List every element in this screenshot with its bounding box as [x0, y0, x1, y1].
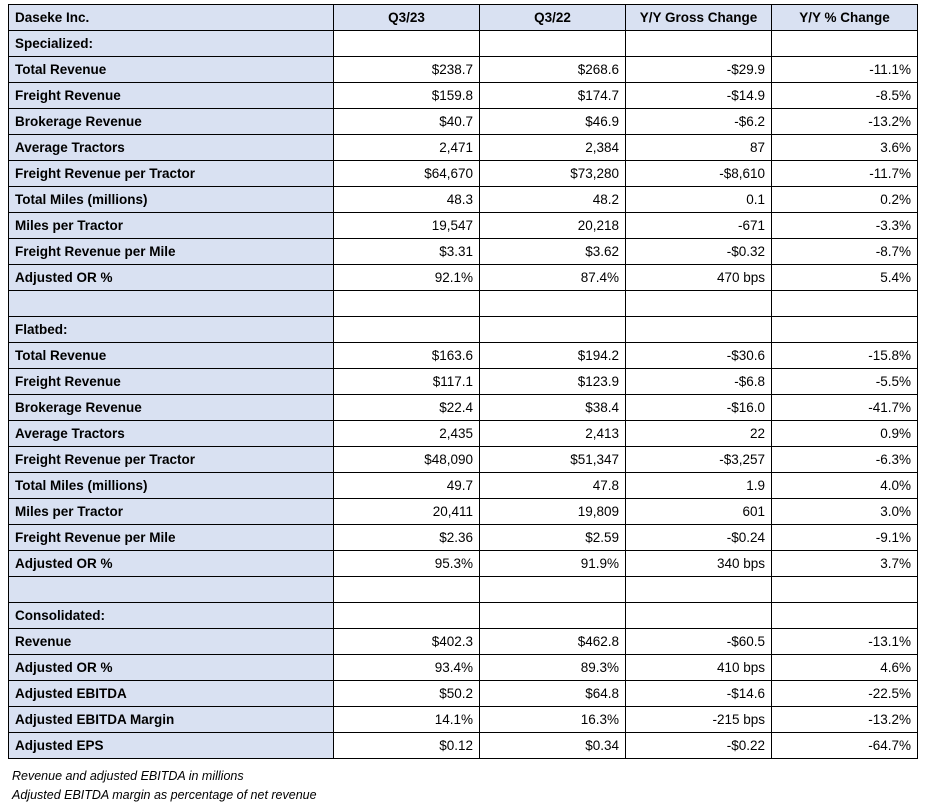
row-value-4: 3.0% — [772, 499, 918, 525]
row-value-3 — [626, 31, 772, 57]
row-value-3: 1.9 — [626, 473, 772, 499]
column-header-company: Daseke Inc. — [9, 5, 334, 31]
row-label: Freight Revenue per Tractor — [9, 161, 334, 187]
row-value-4 — [772, 291, 918, 317]
row-value-3: -$8,610 — [626, 161, 772, 187]
table-row — [9, 187, 918, 213]
row-value-1: $48,090 — [334, 447, 480, 473]
row-value-2: 20,218 — [480, 213, 626, 239]
row-value-4: 0.2% — [772, 187, 918, 213]
row-value-3: -215 bps — [626, 707, 772, 733]
row-value-1: 92.1% — [334, 265, 480, 291]
row-value-1 — [334, 603, 480, 629]
row-value-4 — [772, 603, 918, 629]
row-value-3: 22 — [626, 421, 772, 447]
row-value-4: -3.3% — [772, 213, 918, 239]
row-label: Adjusted EBITDA Margin — [9, 707, 334, 733]
row-value-1: 95.3% — [334, 551, 480, 577]
row-value-1 — [334, 317, 480, 343]
row-value-1: $159.8 — [334, 83, 480, 109]
row-value-4: 4.6% — [772, 655, 918, 681]
table-section-row — [9, 317, 918, 343]
row-value-3: 410 bps — [626, 655, 772, 681]
row-value-4: -8.7% — [772, 239, 918, 265]
row-value-1: $50.2 — [334, 681, 480, 707]
row-value-2: $0.34 — [480, 733, 626, 759]
column-header-q3-23: Q3/23 — [334, 5, 480, 31]
row-label: Freight Revenue per Mile — [9, 525, 334, 551]
row-value-4: -6.3% — [772, 447, 918, 473]
row-label: Brokerage Revenue — [9, 109, 334, 135]
row-value-4: -9.1% — [772, 525, 918, 551]
row-value-3: -$6.8 — [626, 369, 772, 395]
row-value-3: -$30.6 — [626, 343, 772, 369]
row-label: Total Revenue — [9, 343, 334, 369]
table-row — [9, 369, 918, 395]
row-value-3: -$16.0 — [626, 395, 772, 421]
row-value-1: 14.1% — [334, 707, 480, 733]
row-value-1: 19,547 — [334, 213, 480, 239]
row-value-2: $38.4 — [480, 395, 626, 421]
row-value-2: $123.9 — [480, 369, 626, 395]
table-row — [9, 161, 918, 187]
row-value-2: 89.3% — [480, 655, 626, 681]
table-row — [9, 629, 918, 655]
row-value-2: 91.9% — [480, 551, 626, 577]
row-label: Adjusted OR % — [9, 265, 334, 291]
row-value-4 — [772, 31, 918, 57]
row-value-3: -$6.2 — [626, 109, 772, 135]
table-row — [9, 57, 918, 83]
table-spacer-row — [9, 577, 918, 603]
row-value-3: 470 bps — [626, 265, 772, 291]
table-row — [9, 265, 918, 291]
row-value-3 — [626, 291, 772, 317]
row-value-4: 0.9% — [772, 421, 918, 447]
row-value-2 — [480, 31, 626, 57]
row-value-2: $194.2 — [480, 343, 626, 369]
row-label: Freight Revenue per Mile — [9, 239, 334, 265]
row-value-1: 93.4% — [334, 655, 480, 681]
table-row — [9, 499, 918, 525]
row-value-4: -13.1% — [772, 629, 918, 655]
row-value-3: -$3,257 — [626, 447, 772, 473]
row-value-4: -15.8% — [772, 343, 918, 369]
row-value-2: 2,384 — [480, 135, 626, 161]
row-value-1: 2,471 — [334, 135, 480, 161]
row-value-2 — [480, 291, 626, 317]
row-value-2 — [480, 603, 626, 629]
row-value-4: -11.7% — [772, 161, 918, 187]
row-value-1: $0.12 — [334, 733, 480, 759]
row-value-3: 87 — [626, 135, 772, 161]
row-value-1: 49.7 — [334, 473, 480, 499]
column-header-yy-pct-change: Y/Y % Change — [772, 5, 918, 31]
row-label: Miles per Tractor — [9, 213, 334, 239]
table-row — [9, 473, 918, 499]
row-label: Freight Revenue — [9, 83, 334, 109]
row-label: Specialized: — [9, 31, 334, 57]
row-value-3: -$14.9 — [626, 83, 772, 109]
row-label: Consolidated: — [9, 603, 334, 629]
column-header-yy-gross-change: Y/Y Gross Change — [626, 5, 772, 31]
row-value-4: -11.1% — [772, 57, 918, 83]
row-label-empty — [9, 291, 334, 317]
row-value-4: -5.5% — [772, 369, 918, 395]
row-value-1: $238.7 — [334, 57, 480, 83]
row-label: Total Miles (millions) — [9, 473, 334, 499]
row-value-1: $64,670 — [334, 161, 480, 187]
table-section-row — [9, 31, 918, 57]
row-value-1: $2.36 — [334, 525, 480, 551]
row-value-2: $268.6 — [480, 57, 626, 83]
row-value-1: $117.1 — [334, 369, 480, 395]
row-value-3 — [626, 577, 772, 603]
row-value-3: 340 bps — [626, 551, 772, 577]
row-value-1 — [334, 577, 480, 603]
table-row — [9, 109, 918, 135]
row-label: Freight Revenue per Tractor — [9, 447, 334, 473]
table-spacer-row — [9, 291, 918, 317]
row-value-2: $174.7 — [480, 83, 626, 109]
table-row — [9, 447, 918, 473]
footnotes — [12, 767, 917, 806]
row-value-3: -$0.32 — [626, 239, 772, 265]
row-value-3: -$0.22 — [626, 733, 772, 759]
row-value-4: -64.7% — [772, 733, 918, 759]
table-row — [9, 551, 918, 577]
row-value-2: $462.8 — [480, 629, 626, 655]
row-value-3: -$14.6 — [626, 681, 772, 707]
row-value-3: 0.1 — [626, 187, 772, 213]
row-value-1: $3.31 — [334, 239, 480, 265]
row-label: Miles per Tractor — [9, 499, 334, 525]
table-row — [9, 135, 918, 161]
row-value-4: 3.7% — [772, 551, 918, 577]
row-value-2 — [480, 317, 626, 343]
footnote-revenue-units: Revenue and adjusted EBITDA in millions — [12, 769, 244, 783]
row-label: Freight Revenue — [9, 369, 334, 395]
table-row — [9, 421, 918, 447]
row-value-3: -671 — [626, 213, 772, 239]
row-value-2: 19,809 — [480, 499, 626, 525]
row-label: Total Miles (millions) — [9, 187, 334, 213]
row-label: Brokerage Revenue — [9, 395, 334, 421]
row-value-2: $64.8 — [480, 681, 626, 707]
row-value-3: -$29.9 — [626, 57, 772, 83]
row-value-2: $73,280 — [480, 161, 626, 187]
row-label: Flatbed: — [9, 317, 334, 343]
row-value-4 — [772, 317, 918, 343]
table-row — [9, 655, 918, 681]
table-row — [9, 525, 918, 551]
row-label: Adjusted OR % — [9, 655, 334, 681]
row-value-4: 5.4% — [772, 265, 918, 291]
row-value-3 — [626, 317, 772, 343]
row-value-2: 2,413 — [480, 421, 626, 447]
table-row — [9, 681, 918, 707]
financial-results-table — [8, 4, 918, 759]
row-value-2: 47.8 — [480, 473, 626, 499]
row-label: Average Tractors — [9, 421, 334, 447]
table-header-row — [9, 5, 918, 31]
row-value-2: 16.3% — [480, 707, 626, 733]
table-section-row — [9, 603, 918, 629]
row-value-1: 20,411 — [334, 499, 480, 525]
table-row — [9, 213, 918, 239]
row-value-1: 2,435 — [334, 421, 480, 447]
table-row — [9, 395, 918, 421]
row-value-2 — [480, 577, 626, 603]
row-label: Revenue — [9, 629, 334, 655]
row-value-4 — [772, 577, 918, 603]
footnote-ebitda-margin: Adjusted EBITDA margin as percentage of net revenue — [12, 788, 317, 803]
row-value-4: -8.5% — [772, 83, 918, 109]
row-value-4: 3.6% — [772, 135, 918, 161]
row-label: Total Revenue — [9, 57, 334, 83]
row-label-empty — [9, 577, 334, 603]
row-value-1 — [334, 31, 480, 57]
row-value-4: -22.5% — [772, 681, 918, 707]
row-value-1: $402.3 — [334, 629, 480, 655]
table-row — [9, 83, 918, 109]
column-header-q3-22: Q3/22 — [480, 5, 626, 31]
row-value-3: 601 — [626, 499, 772, 525]
row-value-4: -13.2% — [772, 109, 918, 135]
row-label: Adjusted EPS — [9, 733, 334, 759]
row-value-2: 48.2 — [480, 187, 626, 213]
row-value-1: $40.7 — [334, 109, 480, 135]
row-value-2: $46.9 — [480, 109, 626, 135]
row-label: Adjusted EBITDA — [9, 681, 334, 707]
table-body — [9, 5, 918, 759]
row-value-4: -13.2% — [772, 707, 918, 733]
row-value-3: -$60.5 — [626, 629, 772, 655]
row-value-3: -$0.24 — [626, 525, 772, 551]
row-value-4: 4.0% — [772, 473, 918, 499]
row-value-3 — [626, 603, 772, 629]
row-value-1: $22.4 — [334, 395, 480, 421]
row-value-2: $2.59 — [480, 525, 626, 551]
row-value-2: 87.4% — [480, 265, 626, 291]
table-row — [9, 733, 918, 759]
row-value-2: $3.62 — [480, 239, 626, 265]
row-value-1: 48.3 — [334, 187, 480, 213]
table-row — [9, 343, 918, 369]
row-value-1 — [334, 291, 480, 317]
table-row — [9, 707, 918, 733]
row-value-4: -41.7% — [772, 395, 918, 421]
row-value-2: $51,347 — [480, 447, 626, 473]
row-label: Average Tractors — [9, 135, 334, 161]
row-label: Adjusted OR % — [9, 551, 334, 577]
table-row — [9, 239, 918, 265]
row-value-1: $163.6 — [334, 343, 480, 369]
